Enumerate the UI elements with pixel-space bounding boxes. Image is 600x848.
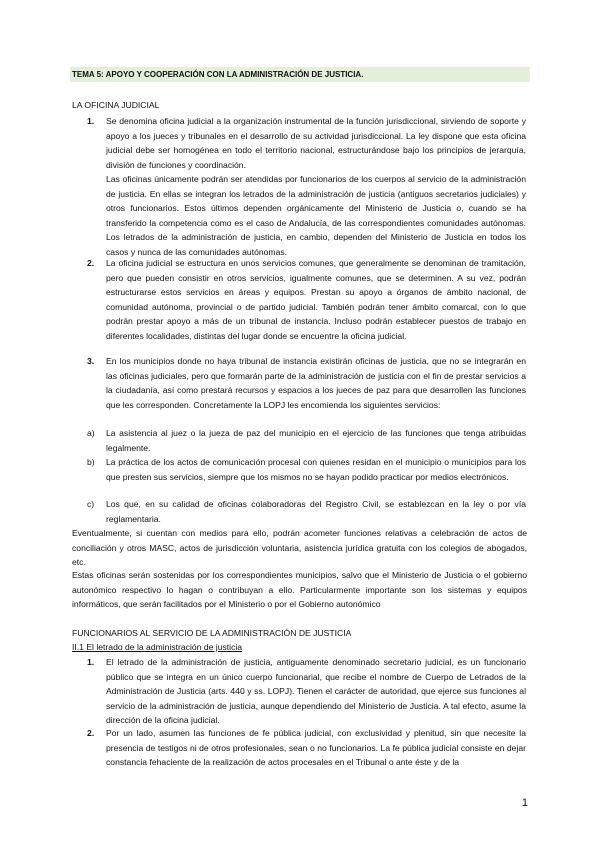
list-item-paragraph: La asistencia al juez o la jueza de paz del municipio en el ejercicio de las funciones que tenga atribuidas legalmente. (106, 428, 526, 453)
list-item-paragraph: En los municipios donde no haya tribunal de instancia existirán oficinas de justicia, que no se integrarán en las oficinas judiciales, pero que formarán parte de la administración de justicia con el fin de prestar servicios a la ciudadanía, así como prestará recursos y espacios a los jueces de paz para que desarrollen las funciones que les corresponden. Concretamente la LOPJ les encomienda los siguientes servicios: (106, 356, 526, 410)
document-title: TEMA 5: APOYO Y COOPERACIÓN CON LA ADMINISTRACIÓN DE JUSTICIA. (70, 67, 530, 82)
subsection-heading: II.1 El letrado de la administración de justicia (72, 642, 243, 652)
list-number: 1. (87, 116, 95, 126)
section-heading-oficina-judicial: LA OFICINA JUDICIAL (72, 100, 160, 110)
body-paragraph: Eventualmente, si cuentan con medios para ello, podrán acometer funciones relativas a celebración de actos de conciliación y otros MASC, actos de jurisdicción voluntaria, asistencia jurídica gratuita con los colegios de abogados, etc. (72, 528, 527, 568)
list-item-paragraph: La oficina judicial se estructura en unos servicios comunes, que generalmente se denominan de tramitación, pero que pueden consistir en otros servicios, igualmente comunes, que se determinen. A su vez, podrán estructurarse estos servicios en áreas y equipos. Prestan su apoyo a órganos de ámbito nacional, de comunidad autónoma, provincial o de partido judicial. También podrán tener ámbito comarcal, con lo que podrán prestar apoyo a más de un tribunal de instancia. Incluso podrán establecer puestos de trabajo en diferentes localidades, distintas del lugar donde se encuentre la oficina judicial. (106, 258, 526, 341)
list-letter: c) (87, 499, 95, 509)
section-heading-funcionarios: FUNCIONARIOS AL SERVICIO DE LA ADMINISTRACIÓN DE JUSTICIA (72, 628, 352, 638)
list-item-paragraph: Los que, en su calidad de oficinas colaboradoras del Registro Civil, se establezcan en la ley o por vía reglamentaria. (106, 499, 526, 524)
list-item-paragraph: La práctica de los actos de comunicación procesal con quienes residan en el municipio o municipios para los que presten sus servicios, siempre que los mismos no se hayan podido practicar por medios electrónicos. (106, 457, 526, 482)
list-number: 3. (87, 356, 95, 366)
list-item-paragraph: Se denomina oficina judicial a la organización instrumental de la función jurisdiccional, sirviendo de soporte y apoyo a los jueces y tribunales en el desarrollo de su actividad jurisdiccional. La ley dispone que esta oficina judicial debe ser homogénea en todo el territorio nacional, estructurándose bajo los principios de jerarquía, división de funciones y coordinación. (106, 116, 526, 170)
list-item-paragraph: Las oficinas únicamente podrán ser atendidas por funcionarios de los cuerpos al servicio de la administración de justicia. En ellas se integran los letrados de la administración de justicia (antiguos secretarios judiciales) y otros funcionarios. Estos últimos dependen orgánicamente del Ministerio de Justicia o, cuando se ha transferido la competencia como es el caso de Andalucía, de las correspondientes comunidades autónomas. Los letrados de la administración de justicia, en cambio, dependen del Ministerio de Justicia en todos los casos y nunca de las comunidades autónomas. (106, 174, 526, 257)
list-item-paragraph: Por un lado, asumen las funciones de fe pública judicial, con exclusividad y plenitud, sin que necesite la presencia de testigos ni de otros profesionales, sean o no funcionarios. La fe pública judicial consiste en dejar constancia fehaciente de la realización de actos procesales en el Tribunal o ante éste y de la (106, 728, 526, 768)
list-number: 2. (87, 258, 95, 268)
list-item-paragraph: El letrado de la administración de justicia, antiguamente denominado secretario judicial, es un funcionario público que se integra en un único cuerpo funcionarial, que recibe el nombre de Cuerpo de Letrados de la Administración de Justicia (arts. 440 y ss. LOPJ). Tienen el carácter de autoridad, que ejerce sus funciones al servicio de la administración de justicia, aunque dependiendo del Ministerio de Justicia. A tal efecto, asume la dirección de la oficina judicial. (106, 657, 526, 726)
body-paragraph: Estas oficinas serán sostenidas por los correspondientes municipios, salvo que el Ministerio de Justicia o el gobierno autonómico respectivo lo hagan o contribuyan a ello. Particularmente importante son los sistemas y equipos informáticos, que serán facilitados por el Ministerio o por el Gobierno autonómico (72, 570, 527, 610)
page-number: 1 (521, 797, 528, 809)
list-number: 1. (87, 657, 95, 667)
list-letter: a) (87, 428, 95, 438)
list-number: 2. (87, 728, 95, 738)
list-letter: b) (87, 457, 95, 467)
